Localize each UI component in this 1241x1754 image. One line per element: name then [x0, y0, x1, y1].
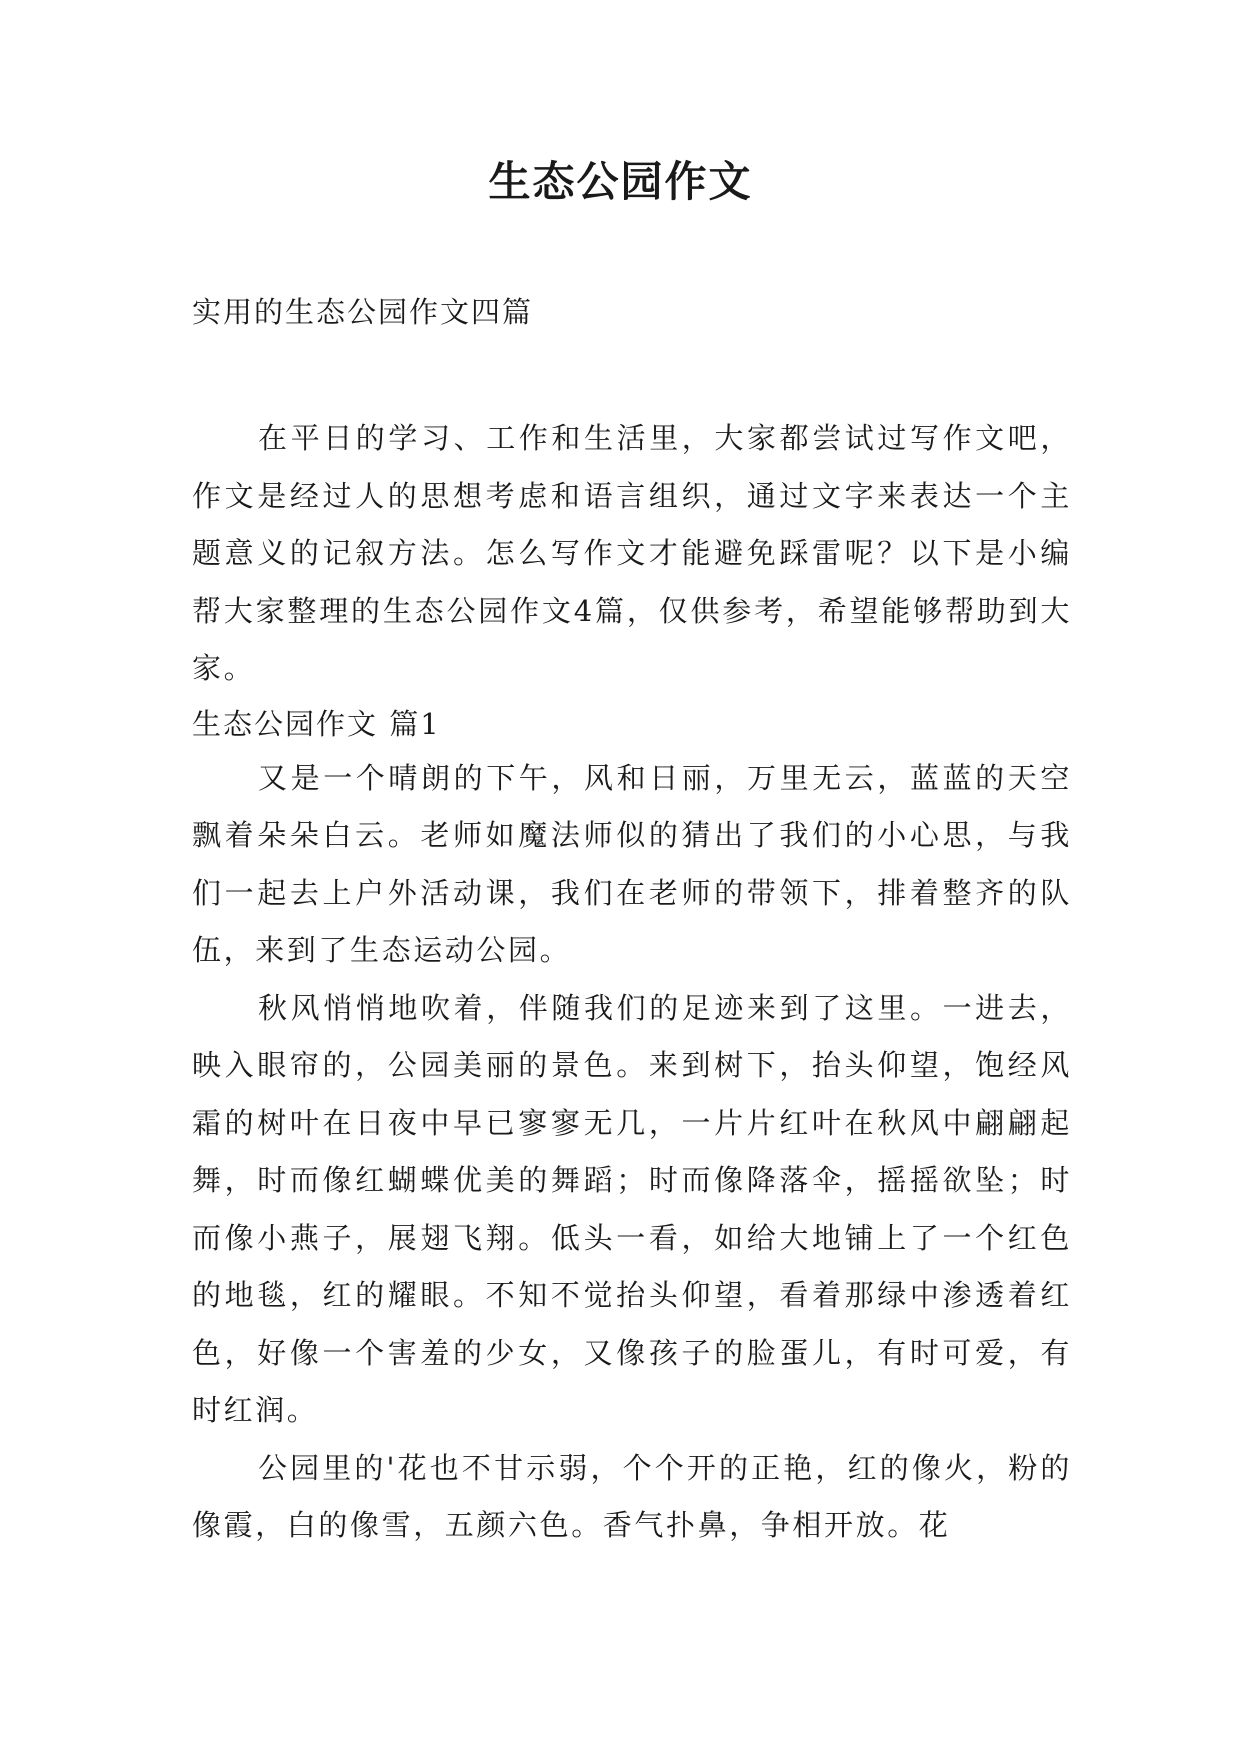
body-paragraph: 秋风悄悄地吹着，伴随我们的足迹来到了这里。一进去，映入眼帘的，公园美丽的景色。来到树下，抬头仰望，饱经风霜的树叶在日夜中早已寥寥无几，一片片红叶在秋风中翩翩起舞，时而像红蝴蝶优美的舞蹈；时而像降落伞，摇摇欲坠；时而像小燕子，展翅飞翔。低头一看，如给大地铺上了一个红色的地毯，红的耀眼。不知不觉抬头仰望，看着那绿中渗透着红色，好像一个害羞的少女，又像孩子的脸蛋儿，有时可爱，有时红润。	[192, 990, 1072, 1427]
document-title: 生态公园作文	[488, 157, 753, 206]
document-body	[192, 410, 1072, 1555]
intro-paragraph: 在平日的学习、工作和生活里，大家都尝试过写作文吧，作文是经过人的思想考虑和语言组织，通过文字来表达一个主题意义的记叙方法。怎么写作文才能避免踩雷呢？以下是小编帮大家整理的生态公园作文4篇，仅供参考，希望能够帮助到大家。	[192, 421, 1072, 685]
section-heading: 生态公园作文 篇1	[192, 706, 441, 741]
document-subtitle: 实用的生态公园作文四篇	[192, 295, 534, 329]
body-paragraph: 又是一个晴朗的下午，风和日丽，万里无云，蓝蓝的天空飘着朵朵白云。老师如魔法师似的猜出了我们的小心思，与我们一起去上户外活动课，我们在老师的带领下，排着整齐的队伍，来到了生态运动公园。	[192, 760, 1072, 967]
body-paragraph: 公园里的'花也不甘示弱，个个开的正艳，红的像火，粉的像霞，白的像雪，五颜六色。香气扑鼻，争相开放。花	[192, 1450, 1072, 1542]
